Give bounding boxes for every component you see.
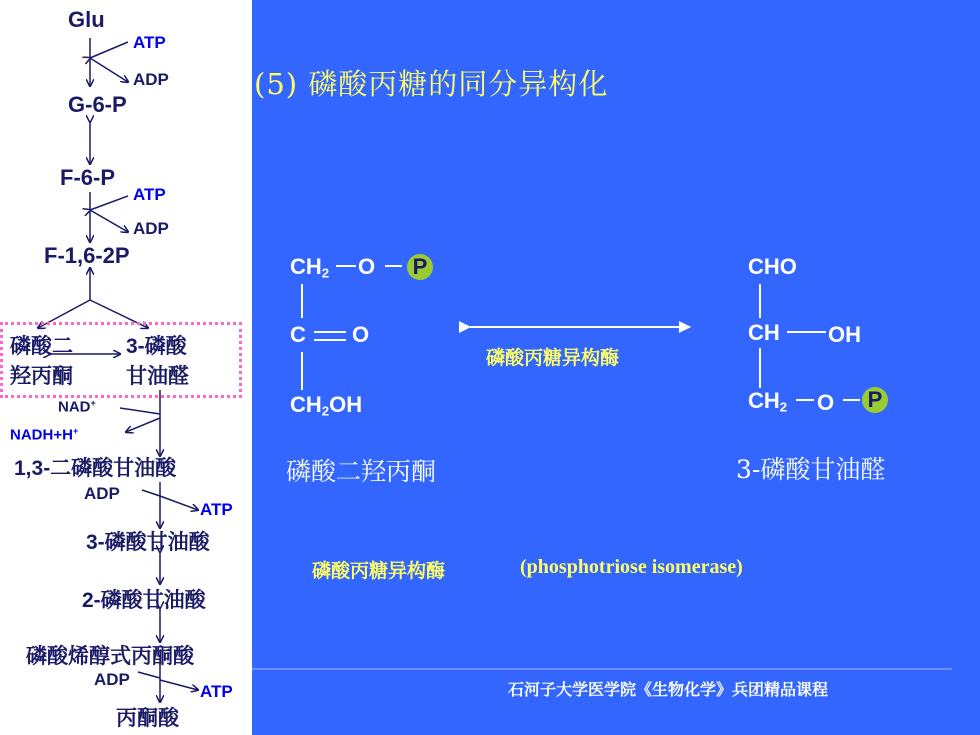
glu-label: Glu [68, 7, 105, 32]
enzyme-name-cn: 磷酸丙糖异构酶 [312, 561, 446, 582]
phosphate-icon: P [407, 254, 433, 280]
2pg-label: 2-磷酸甘油酸 [82, 589, 206, 612]
enzyme-arrow-label: 磷酸丙糖异构酶 [486, 348, 620, 369]
nadh-label: NADH+H+ [10, 426, 79, 444]
3pg-label: 3-磷酸甘油酸 [86, 531, 210, 554]
adp-label-3: ADP [84, 484, 120, 503]
g3p-ch2-group: $CH_2$ [748, 388, 788, 415]
phosphate-icon: P [862, 387, 888, 413]
arrow-glu-g6p [90, 38, 128, 86]
adp-label-4: ADP [94, 670, 130, 689]
bpg-label: 1,3-二磷酸甘油酸 [14, 457, 177, 480]
dhap-carbonyl-carbon: C [290, 322, 306, 347]
g3p-ester-oxygen: O [817, 390, 835, 415]
atp-label-4: ATP [200, 682, 233, 701]
g3p-ch-group: CH [748, 320, 780, 345]
f16p-label: F-1,6-2P [44, 243, 130, 268]
slide-title: (5) 磷酸丙糖的同分异构化 [254, 67, 609, 101]
g3p-name: 3-磷酸甘油醛 [736, 455, 886, 484]
course-footer: 石河子大学医学院《生物化学》兵团精品课程 [508, 682, 829, 699]
dhap-ester-oxygen: O [358, 254, 376, 279]
g3p-label-line1: 3-磷酸 [126, 335, 187, 358]
dhap-name: 磷酸二羟丙酮 [286, 457, 437, 486]
dhap-label-line1: 磷酸二 [10, 335, 73, 358]
g3p-hydroxyl-group: OH [828, 322, 861, 347]
dhap-label-line2: 羟丙酮 [10, 365, 73, 388]
adp-label-1: ADP [133, 70, 169, 89]
dhap-carbonyl-oxygen: O [352, 322, 370, 347]
atp-label-1: ATP [133, 33, 166, 52]
atp-label-3: ATP [200, 500, 233, 519]
adp-label-2: ADP [133, 219, 169, 238]
g3p-aldehyde-group: CHO [748, 254, 797, 279]
nad-label: NAD+ [58, 398, 96, 416]
dhap-ch2-group: $CH_2$ [290, 254, 330, 281]
dhap-ch2oh-group: $CH_2OH$ [290, 392, 363, 419]
f6p-label: F-6-P [60, 165, 115, 190]
atp-label-2: ATP [133, 185, 166, 204]
arrow-f6p-f16p [90, 192, 128, 242]
g3p-label-line2: 甘油醛 [126, 365, 189, 388]
enzyme-name-en: (phosphotriose isomerase) [520, 556, 743, 578]
pep-label: 磷酸烯醇式丙酮酸 [26, 645, 194, 668]
g6p-label: G-6-P [68, 92, 127, 117]
pyruvate-label: 丙酮酸 [116, 707, 179, 730]
